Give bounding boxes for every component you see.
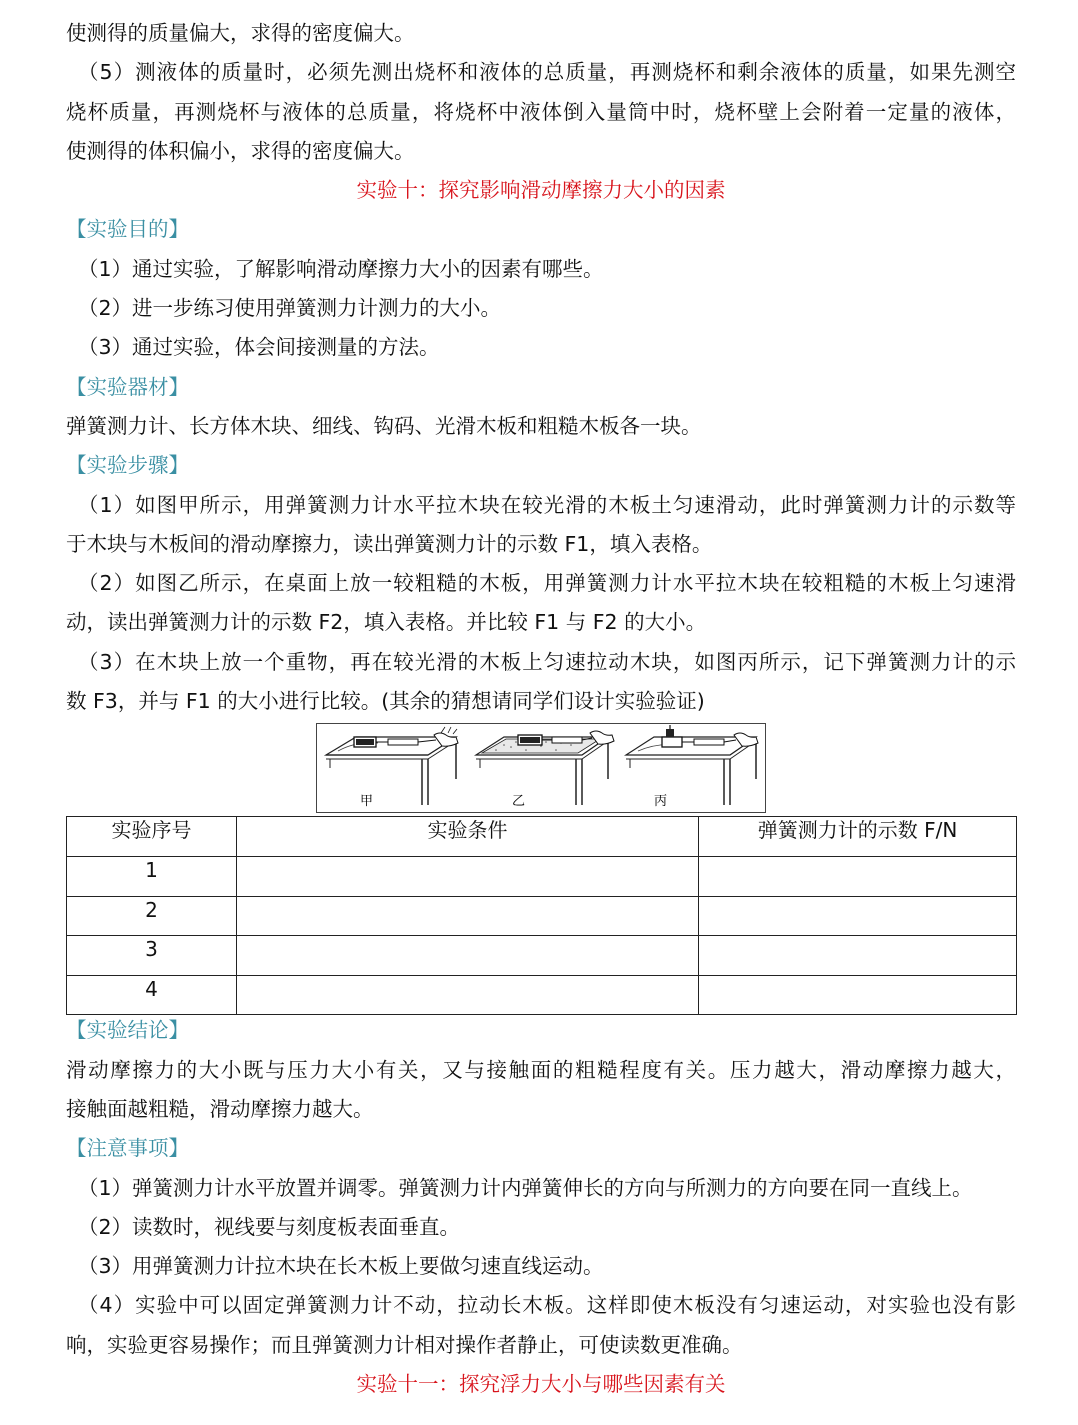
intro-line-4: 使测得的体积偏小，求得的密度偏大。 (66, 138, 415, 163)
equipment-heading: 【实验器材】 (66, 374, 189, 399)
table-header-index: 实验序号 (67, 817, 237, 857)
steps-heading: 【实验步骤】 (66, 453, 189, 478)
table-header-condition: 实验条件 (237, 817, 699, 857)
step-line-1: （1）如图甲所示，用弹簧测力计水平拉木块在较光滑的木板土匀速滑动，此时弹簧测力计的示数等 (78, 492, 1016, 517)
table-cell-condition (237, 896, 699, 936)
table-cell-index: 3 (67, 936, 237, 976)
table-cell-reading (699, 896, 1017, 936)
step-line-6: 数 F3，并与 F1 的大小进行比较。(其余的猜想请同学们设计实验验证) (66, 689, 705, 714)
figure-label-bing: 丙 (654, 794, 668, 810)
notes-line-1: （1）弹簧测力计水平放置并调零。弹簧测力计内弹簧伸长的方向与所测力的方向要在同一直线上。 (78, 1175, 973, 1200)
table-cell-index: 1 (67, 856, 237, 896)
experiment-figure (316, 723, 766, 813)
equipment-text: 弹簧测力计、长方体木块、细线、钩码、光滑木板和粗糙木板各一块。 (66, 413, 702, 438)
table-cell-reading (699, 856, 1017, 896)
step-line-3: （2）如图乙所示，在桌面上放一较粗糙的木板，用弹簧测力计水平拉木块在较粗糙的木板上匀速滑 (78, 571, 1016, 596)
step-line-2: 于木块与木板间的滑动摩擦力，读出弹簧测力计的示数 F1，填入表格。 (66, 531, 713, 556)
notes-line-5: 响，实验更容易操作；而且弹簧测力计相对操作者静止，可使读数更准确。 (66, 1332, 743, 1357)
panel-bing (626, 725, 758, 809)
step-line-4: 动，读出弹簧测力计的示数 F2，填入表格。并比较 F1 与 F2 的大小。 (66, 610, 707, 635)
table-cell-index: 4 (67, 975, 237, 1015)
purpose-item-2: （2）进一步练习使用弹簧测力计测力的大小。 (78, 296, 502, 321)
notes-line-4: （4）实验中可以固定弹簧测力计不动，拉动长木板。这样即使木板没有匀速运动，对实验也没有影 (78, 1293, 1016, 1318)
next-section-title: 实验十一：探究浮力大小与哪些因素有关 (356, 1371, 726, 1396)
intro-line-3: 烧杯质量，再测烧杯与液体的总质量，将烧杯中液体倒入量筒中时，烧杯壁上会附着一定量的液体， (66, 99, 1016, 124)
table-cell-reading (699, 936, 1017, 976)
panel-yi (476, 731, 614, 809)
document-page (66, 14, 1016, 1404)
table-row (67, 856, 1017, 896)
experiment-figure-row (66, 721, 1016, 816)
purpose-item-1: （1）通过实验，了解影响滑动摩擦力大小的因素有哪些。 (78, 256, 604, 281)
table-cell-condition (237, 936, 699, 976)
results-table (66, 816, 1017, 1015)
notes-heading: 【注意事项】 (66, 1136, 189, 1161)
table-cell-condition (237, 856, 699, 896)
table-cell-index: 2 (67, 896, 237, 936)
figure-label-jia: 甲 (360, 794, 374, 810)
step-line-5: （3）在木块上放一个重物，再在较光滑的木板上匀速拉动木块，如图丙所示，记下弹簧测力计的示 (78, 649, 1016, 674)
intro-line-2: （5）测液体的质量时，必须先测出烧杯和液体的总质量，再测烧杯和剩余液体的质量，如果先测空 (78, 60, 1016, 85)
purpose-heading: 【实验目的】 (66, 217, 189, 242)
table-row (67, 936, 1017, 976)
panel-jia (326, 727, 458, 809)
section-title: 实验十：探究影响滑动摩擦力大小的因素 (356, 178, 726, 203)
figure-label-yi: 乙 (512, 794, 526, 810)
conclusion-line-2: 接触面越粗糙，滑动摩擦力越大。 (66, 1096, 374, 1121)
notes-line-2: （2）读数时，视线要与刻度板表面垂直。 (78, 1214, 461, 1239)
table-row (67, 975, 1017, 1015)
table-row (67, 896, 1017, 936)
notes-line-3: （3）用弹簧测力计拉木块在长木板上要做匀速直线运动。 (78, 1254, 604, 1279)
table-cell-condition (237, 975, 699, 1015)
table-header-row (67, 817, 1017, 857)
table-header-reading: 弹簧测力计的示数 F/N (699, 817, 1017, 857)
conclusion-heading: 【实验结论】 (66, 1018, 189, 1043)
table-cell-reading (699, 975, 1017, 1015)
purpose-item-3: （3）通过实验，体会间接测量的方法。 (78, 335, 440, 360)
intro-line-1: 使测得的质量偏大，求得的密度偏大。 (66, 21, 415, 45)
conclusion-line-1: 滑动摩擦力的大小既与压力大小有关，又与接触面的粗糙程度有关。压力越大，滑动摩擦力越大， (66, 1057, 1016, 1082)
